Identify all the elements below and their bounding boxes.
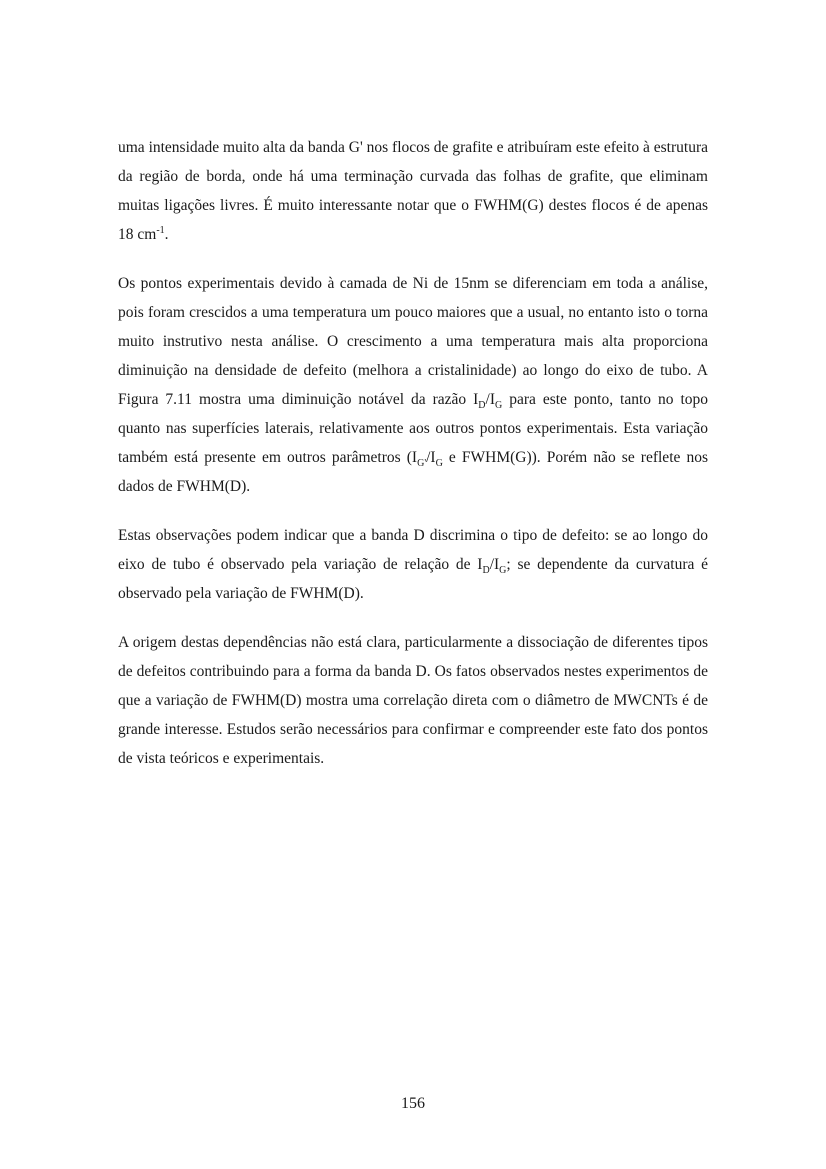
superscript: -1 [156,224,165,236]
text-run: A origem destas dependências não está clara, particularmente a dissociação de diferentes tipos de defeitos contribuindo para a forma da banda D. Os fatos observados nestes experimentos de que a variação de FWHM(D) mostra uma correlação direta com o diâmetro de MWCNTs é de grande interesse. Estudos serão necessários para confirmar e compreender este fato dos pontos de vista teóricos e experimentais. [118,634,708,767]
paragraph-3 [118,521,708,608]
document-body [118,133,708,793]
text-run: ; se dependente da curvatura é observado pela variação de FWHM(D). [118,556,708,602]
subscript: G [435,458,443,470]
subscript: G [495,400,503,412]
paragraph-2 [118,269,708,501]
paragraph-1 [118,133,708,249]
subscript: G [499,565,507,577]
paragraph-4 [118,628,708,773]
subscript: D [478,400,486,412]
subscript: D [482,565,490,577]
page-number: 156 [401,1095,425,1112]
text-run: para este ponto, tanto no topo quanto nas superfícies laterais, relativamente aos outros pontos experimentais. Esta variação também está presente em outros parâmetros (I [118,391,709,466]
text-run: /I [489,556,500,573]
subscript: G' [417,458,427,470]
text-run: /I [426,449,436,466]
text-run: e FWHM(G)). Porém não se reflete nos dados de FWHM(D). [118,449,709,495]
text-run: Estas observações podem indicar que a banda D discrimina o tipo de defeito: se ao longo do eixo de tubo é observado pela variação de relação de I [118,527,708,573]
text-run: Os pontos experimentais devido à camada de Ni de 15nm se diferenciam em toda a análise, pois foram crescidos a uma temperatura um pouco maiores que a usual, no entanto isto o torna muito instrutivo nesta análise. O crescimento a uma temperatura mais alta proporciona diminuição na densidade de defeito (melhora a cristalinidade) ao longo do eixo de tubo. A Figura 7.11 mostra uma diminuição notável da razão I [118,275,708,408]
text-run: /I [485,391,495,408]
text-run: . [164,226,169,243]
text-run: uma intensidade muito alta da banda G' nos flocos de grafite e atribuíram este efeito à estrutura da região de borda, onde há uma terminação curvada das folhas de grafite, que eliminam muitas ligações livres. É muito interessante notar que o FWHM(G) destes flocos é de apenas 18 cm [118,139,708,243]
